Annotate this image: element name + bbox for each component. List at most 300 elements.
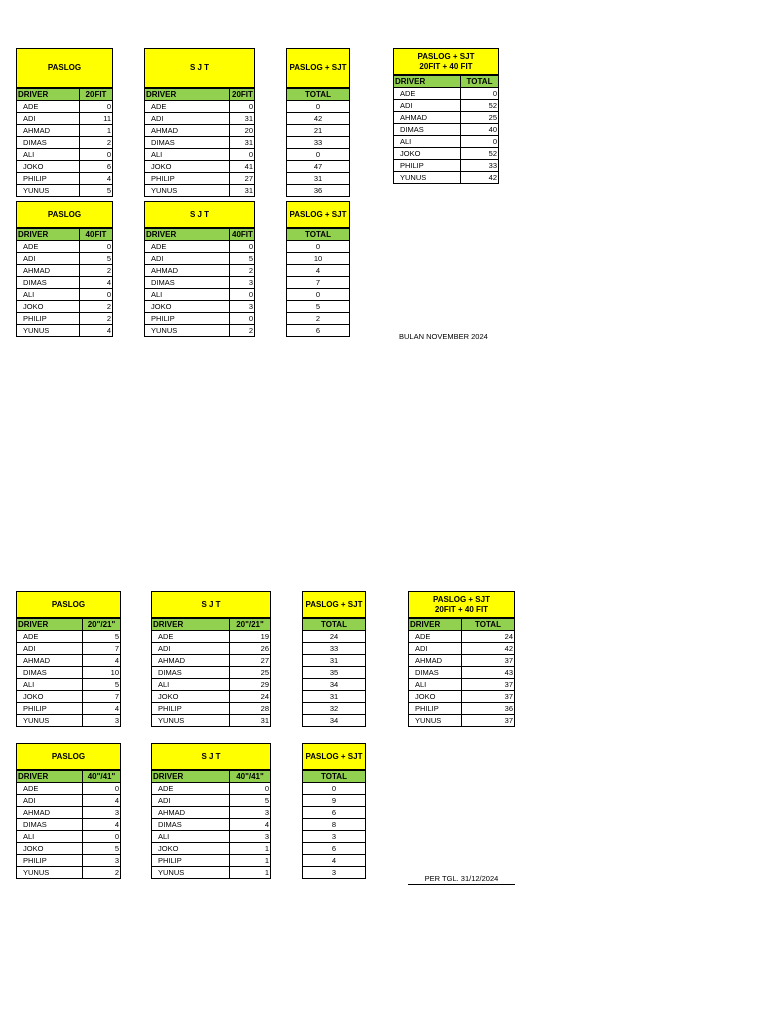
driver-name: YUNUS bbox=[17, 185, 80, 197]
trip-count: 0 bbox=[80, 101, 113, 113]
table-row bbox=[287, 185, 350, 197]
table-row bbox=[287, 277, 350, 289]
table-row bbox=[17, 855, 121, 867]
table-row bbox=[152, 703, 271, 715]
table-row bbox=[17, 185, 113, 197]
trip-count: 4 bbox=[83, 703, 121, 715]
driver-name: PHILIP bbox=[409, 703, 462, 715]
trip-count: 0 bbox=[80, 149, 113, 161]
table-row bbox=[152, 807, 271, 819]
trip-count: 43 bbox=[462, 667, 515, 679]
table-row bbox=[287, 325, 350, 337]
trip-count: 2 bbox=[80, 137, 113, 149]
table-row bbox=[17, 161, 113, 173]
driver-name: DIMAS bbox=[152, 667, 230, 679]
trip-count: 5 bbox=[83, 631, 121, 643]
table-row bbox=[303, 691, 366, 703]
driver-name: ALI bbox=[17, 831, 83, 843]
table-row bbox=[17, 253, 113, 265]
driver-name: DIMAS bbox=[145, 137, 230, 149]
driver-name: DIMAS bbox=[409, 667, 462, 679]
table-title: PASLOG bbox=[16, 201, 113, 228]
table-total-40-41 bbox=[302, 743, 366, 879]
trip-count: 40 bbox=[461, 124, 499, 136]
table-row bbox=[152, 631, 271, 643]
table-row bbox=[152, 819, 271, 831]
table-title: PASLOG + SJT 20FIT + 40 FIT bbox=[393, 48, 499, 75]
driver-name: ALI bbox=[17, 149, 80, 161]
driver-name: ADI bbox=[145, 113, 230, 125]
trip-count: 2 bbox=[83, 867, 121, 879]
total-count: 4 bbox=[287, 265, 350, 277]
driver-name: ADE bbox=[17, 631, 83, 643]
table-row bbox=[145, 173, 255, 185]
column-header-value: TOTAL bbox=[303, 619, 366, 631]
total-count: 8 bbox=[303, 819, 366, 831]
column-header-driver: DRIVER bbox=[17, 229, 80, 241]
trip-count: 26 bbox=[230, 643, 271, 655]
table-row bbox=[303, 643, 366, 655]
driver-name: JOKO bbox=[145, 161, 230, 173]
table-title: S J T bbox=[144, 201, 255, 228]
table-title: PASLOG bbox=[16, 48, 113, 88]
trip-count: 0 bbox=[461, 136, 499, 148]
driver-name: DIMAS bbox=[145, 277, 230, 289]
trip-count: 37 bbox=[462, 679, 515, 691]
table-row bbox=[145, 277, 255, 289]
table-row bbox=[394, 88, 499, 100]
table-row bbox=[303, 843, 366, 855]
trip-count: 11 bbox=[80, 113, 113, 125]
table-title: S J T bbox=[151, 591, 271, 618]
total-count: 2 bbox=[287, 313, 350, 325]
table-row bbox=[152, 643, 271, 655]
driver-name: AHMAD bbox=[145, 125, 230, 137]
trip-count: 5 bbox=[230, 253, 255, 265]
driver-name: ADE bbox=[152, 631, 230, 643]
driver-name: YUNUS bbox=[17, 867, 83, 879]
trip-count: 7 bbox=[83, 691, 121, 703]
table-row bbox=[303, 715, 366, 727]
table-sjt-20-21 bbox=[151, 591, 271, 727]
table-row bbox=[145, 137, 255, 149]
driver-name: AHMAD bbox=[152, 655, 230, 667]
trip-count: 5 bbox=[80, 185, 113, 197]
table-row bbox=[394, 148, 499, 160]
trip-count: 28 bbox=[230, 703, 271, 715]
column-header-driver: DRIVER bbox=[17, 89, 80, 101]
total-count: 36 bbox=[287, 185, 350, 197]
table-row bbox=[152, 855, 271, 867]
trip-count: 4 bbox=[83, 819, 121, 831]
total-count: 24 bbox=[303, 631, 366, 643]
trip-count: 29 bbox=[230, 679, 271, 691]
table-sjt-40fit bbox=[144, 201, 255, 337]
total-count: 4 bbox=[303, 855, 366, 867]
total-count: 10 bbox=[287, 253, 350, 265]
total-count: 21 bbox=[287, 125, 350, 137]
total-count: 31 bbox=[287, 173, 350, 185]
driver-name: AHMAD bbox=[394, 112, 461, 124]
driver-name: ADI bbox=[17, 253, 80, 265]
column-header-driver: DRIVER bbox=[152, 619, 230, 631]
trip-count: 24 bbox=[230, 691, 271, 703]
trip-count: 0 bbox=[230, 783, 271, 795]
driver-name: ADI bbox=[394, 100, 461, 112]
table-row bbox=[17, 655, 121, 667]
table-paslog-20fit bbox=[16, 48, 113, 197]
column-header-value: TOTAL bbox=[303, 771, 366, 783]
table-row bbox=[303, 679, 366, 691]
table-row bbox=[152, 783, 271, 795]
driver-name: ADI bbox=[409, 643, 462, 655]
table-row bbox=[287, 101, 350, 113]
driver-name: ALI bbox=[409, 679, 462, 691]
table-total-20fit bbox=[286, 48, 350, 197]
trip-count: 2 bbox=[230, 265, 255, 277]
table-row bbox=[145, 161, 255, 173]
driver-name: YUNUS bbox=[17, 715, 83, 727]
trip-count: 4 bbox=[230, 819, 271, 831]
table-row bbox=[17, 101, 113, 113]
table-row bbox=[152, 867, 271, 879]
driver-name: DIMAS bbox=[17, 819, 83, 831]
trip-count: 1 bbox=[80, 125, 113, 137]
trip-count: 4 bbox=[83, 655, 121, 667]
table-total-40fit bbox=[286, 201, 350, 337]
table-row bbox=[287, 265, 350, 277]
table-row bbox=[409, 643, 515, 655]
driver-name: JOKO bbox=[394, 148, 461, 160]
table-row bbox=[17, 113, 113, 125]
table-row bbox=[145, 301, 255, 313]
table-row bbox=[303, 819, 366, 831]
table-row bbox=[17, 795, 121, 807]
column-header-value: 40"/41" bbox=[83, 771, 121, 783]
driver-name: JOKO bbox=[17, 161, 80, 173]
table-row bbox=[17, 149, 113, 161]
trip-count: 2 bbox=[80, 313, 113, 325]
trip-count: 3 bbox=[230, 301, 255, 313]
driver-name: AHMAD bbox=[17, 265, 80, 277]
table-row bbox=[17, 643, 121, 655]
table-row bbox=[17, 715, 121, 727]
table-row bbox=[17, 137, 113, 149]
driver-name: PHILIP bbox=[17, 703, 83, 715]
table-row bbox=[409, 691, 515, 703]
table-row bbox=[409, 631, 515, 643]
table-row bbox=[394, 112, 499, 124]
table-row bbox=[152, 679, 271, 691]
table-row bbox=[145, 241, 255, 253]
table-row bbox=[409, 667, 515, 679]
driver-name: ADE bbox=[409, 631, 462, 643]
trip-count: 0 bbox=[80, 289, 113, 301]
table-row bbox=[152, 843, 271, 855]
driver-name: ADI bbox=[152, 795, 230, 807]
column-header-driver: DRIVER bbox=[145, 89, 230, 101]
total-count: 34 bbox=[303, 715, 366, 727]
table-row bbox=[17, 173, 113, 185]
total-count: 7 bbox=[287, 277, 350, 289]
table-sjt-20fit bbox=[144, 48, 255, 197]
driver-name: PHILIP bbox=[17, 173, 80, 185]
table-row bbox=[303, 855, 366, 867]
trip-count: 1 bbox=[230, 843, 271, 855]
table-total-20-40-b bbox=[408, 591, 515, 727]
driver-name: PHILIP bbox=[145, 313, 230, 325]
column-header-driver: DRIVER bbox=[152, 771, 230, 783]
trip-count: 25 bbox=[461, 112, 499, 124]
driver-name: PHILIP bbox=[17, 313, 80, 325]
driver-name: ADI bbox=[17, 643, 83, 655]
driver-name: JOKO bbox=[145, 301, 230, 313]
table-title: PASLOG + SJT bbox=[286, 201, 350, 228]
table-row bbox=[287, 161, 350, 173]
driver-name: ADI bbox=[17, 795, 83, 807]
column-header-value: 20"/21" bbox=[83, 619, 121, 631]
trip-count: 0 bbox=[230, 313, 255, 325]
table-row bbox=[409, 655, 515, 667]
trip-count: 1 bbox=[230, 867, 271, 879]
table-row bbox=[17, 807, 121, 819]
driver-name: ADI bbox=[145, 253, 230, 265]
column-header-driver: DRIVER bbox=[17, 619, 83, 631]
trip-count: 52 bbox=[461, 148, 499, 160]
table-paslog-40fit bbox=[16, 201, 113, 337]
trip-count: 1 bbox=[230, 855, 271, 867]
driver-name: ADI bbox=[152, 643, 230, 655]
trip-count: 42 bbox=[461, 172, 499, 184]
driver-name: ADE bbox=[17, 241, 80, 253]
table-title: PASLOG + SJT bbox=[286, 48, 350, 88]
table-row bbox=[303, 703, 366, 715]
table-row bbox=[303, 783, 366, 795]
trip-count: 0 bbox=[80, 241, 113, 253]
table-row bbox=[17, 241, 113, 253]
table-row bbox=[145, 253, 255, 265]
table-row bbox=[409, 679, 515, 691]
driver-name: ADE bbox=[145, 101, 230, 113]
total-count: 33 bbox=[303, 643, 366, 655]
driver-name: AHMAD bbox=[145, 265, 230, 277]
driver-name: ADE bbox=[17, 101, 80, 113]
column-header-driver: DRIVER bbox=[409, 619, 462, 631]
table-row bbox=[394, 124, 499, 136]
trip-count: 4 bbox=[83, 795, 121, 807]
table-row bbox=[287, 113, 350, 125]
table-row bbox=[17, 125, 113, 137]
trip-count: 37 bbox=[462, 715, 515, 727]
driver-name: JOKO bbox=[152, 691, 230, 703]
table-row bbox=[145, 113, 255, 125]
total-count: 42 bbox=[287, 113, 350, 125]
trip-count: 33 bbox=[461, 160, 499, 172]
table-row bbox=[287, 125, 350, 137]
table-row bbox=[152, 691, 271, 703]
table-row bbox=[17, 691, 121, 703]
driver-name: ALI bbox=[152, 679, 230, 691]
driver-name: ALI bbox=[17, 679, 83, 691]
trip-count: 5 bbox=[83, 679, 121, 691]
total-count: 0 bbox=[287, 241, 350, 253]
trip-count: 0 bbox=[230, 241, 255, 253]
trip-count: 37 bbox=[462, 691, 515, 703]
table-title: PASLOG + SJT 20FIT + 40 FIT bbox=[408, 591, 515, 618]
total-count: 6 bbox=[287, 325, 350, 337]
total-count: 0 bbox=[287, 289, 350, 301]
trip-count: 27 bbox=[230, 173, 255, 185]
driver-name: ADE bbox=[17, 783, 83, 795]
table-row bbox=[152, 667, 271, 679]
column-header-driver: DRIVER bbox=[394, 76, 461, 88]
table-row bbox=[409, 715, 515, 727]
table-row bbox=[145, 265, 255, 277]
table-row bbox=[17, 325, 113, 337]
trip-count: 2 bbox=[80, 265, 113, 277]
trip-count: 3 bbox=[83, 715, 121, 727]
total-count: 47 bbox=[287, 161, 350, 173]
trip-count: 2 bbox=[230, 325, 255, 337]
driver-name: DIMAS bbox=[17, 277, 80, 289]
total-count: 5 bbox=[287, 301, 350, 313]
table-row bbox=[287, 137, 350, 149]
driver-name: JOKO bbox=[17, 843, 83, 855]
driver-name: PHILIP bbox=[17, 855, 83, 867]
table-row bbox=[17, 265, 113, 277]
column-header-value: 20"/21" bbox=[230, 619, 271, 631]
trip-count: 25 bbox=[230, 667, 271, 679]
column-header-value: 40FIT bbox=[230, 229, 255, 241]
table-row bbox=[17, 277, 113, 289]
total-count: 32 bbox=[303, 703, 366, 715]
table-row bbox=[303, 667, 366, 679]
trip-count: 3 bbox=[83, 807, 121, 819]
trip-count: 36 bbox=[462, 703, 515, 715]
trip-count: 19 bbox=[230, 631, 271, 643]
table-row bbox=[17, 631, 121, 643]
trip-count: 0 bbox=[461, 88, 499, 100]
total-count: 6 bbox=[303, 807, 366, 819]
trip-count: 0 bbox=[230, 101, 255, 113]
column-header-value: 20FIT bbox=[230, 89, 255, 101]
trip-count: 52 bbox=[461, 100, 499, 112]
driver-name: JOKO bbox=[17, 691, 83, 703]
table-row bbox=[152, 795, 271, 807]
table-row bbox=[303, 831, 366, 843]
driver-name: ADE bbox=[394, 88, 461, 100]
as-of-note: PER TGL. 31/12/2024 bbox=[408, 874, 515, 885]
driver-name: ALI bbox=[145, 289, 230, 301]
total-count: 31 bbox=[303, 691, 366, 703]
trip-count: 3 bbox=[230, 277, 255, 289]
table-row bbox=[287, 289, 350, 301]
table-row bbox=[287, 149, 350, 161]
trip-count: 5 bbox=[230, 795, 271, 807]
table-sjt-40-41 bbox=[151, 743, 271, 879]
table-row bbox=[17, 843, 121, 855]
table-title: PASLOG + SJT bbox=[302, 591, 366, 618]
trip-count: 0 bbox=[83, 831, 121, 843]
trip-count: 5 bbox=[83, 843, 121, 855]
column-header-value: TOTAL bbox=[287, 89, 350, 101]
trip-count: 6 bbox=[80, 161, 113, 173]
table-row bbox=[17, 703, 121, 715]
driver-name: YUNUS bbox=[17, 325, 80, 337]
table-row bbox=[287, 313, 350, 325]
table-row bbox=[287, 301, 350, 313]
trip-count: 0 bbox=[83, 783, 121, 795]
total-count: 6 bbox=[303, 843, 366, 855]
table-row bbox=[17, 679, 121, 691]
total-count: 31 bbox=[303, 655, 366, 667]
table-title: S J T bbox=[144, 48, 255, 88]
table-row bbox=[145, 289, 255, 301]
trip-count: 24 bbox=[462, 631, 515, 643]
table-row bbox=[394, 100, 499, 112]
table-total-20-21 bbox=[302, 591, 366, 727]
trip-count: 31 bbox=[230, 113, 255, 125]
column-header-value: 40FIT bbox=[80, 229, 113, 241]
table-row bbox=[303, 631, 366, 643]
table-row bbox=[145, 185, 255, 197]
driver-name: PHILIP bbox=[145, 173, 230, 185]
total-count: 35 bbox=[303, 667, 366, 679]
table-row bbox=[303, 807, 366, 819]
driver-name: ADE bbox=[152, 783, 230, 795]
trip-count: 37 bbox=[462, 655, 515, 667]
trip-count: 2 bbox=[80, 301, 113, 313]
total-count: 9 bbox=[303, 795, 366, 807]
table-row bbox=[145, 101, 255, 113]
driver-name: AHMAD bbox=[152, 807, 230, 819]
driver-name: YUNUS bbox=[145, 325, 230, 337]
driver-name: DIMAS bbox=[17, 667, 83, 679]
driver-name: ALI bbox=[17, 289, 80, 301]
trip-count: 3 bbox=[83, 855, 121, 867]
trip-count: 7 bbox=[83, 643, 121, 655]
column-header-value: 20FIT bbox=[80, 89, 113, 101]
driver-name: YUNUS bbox=[394, 172, 461, 184]
column-header-value: TOTAL bbox=[287, 229, 350, 241]
table-title: PASLOG bbox=[16, 743, 121, 770]
table-row bbox=[145, 149, 255, 161]
trip-count: 10 bbox=[83, 667, 121, 679]
trip-count: 42 bbox=[462, 643, 515, 655]
driver-name: PHILIP bbox=[152, 855, 230, 867]
total-count: 3 bbox=[303, 831, 366, 843]
table-row bbox=[394, 160, 499, 172]
driver-name: AHMAD bbox=[17, 655, 83, 667]
column-header-value: 40"/41" bbox=[230, 771, 271, 783]
driver-name: DIMAS bbox=[152, 819, 230, 831]
table-row bbox=[17, 783, 121, 795]
driver-name: DIMAS bbox=[394, 124, 461, 136]
table-row bbox=[287, 253, 350, 265]
trip-count: 5 bbox=[80, 253, 113, 265]
column-header-value: TOTAL bbox=[461, 76, 499, 88]
driver-name: PHILIP bbox=[394, 160, 461, 172]
table-row bbox=[152, 715, 271, 727]
table-paslog-40-41 bbox=[16, 743, 121, 879]
driver-name: PHILIP bbox=[152, 703, 230, 715]
table-row bbox=[17, 667, 121, 679]
table-row bbox=[152, 831, 271, 843]
trip-count: 4 bbox=[80, 277, 113, 289]
total-count: 0 bbox=[303, 783, 366, 795]
driver-name: ADI bbox=[17, 113, 80, 125]
trip-count: 27 bbox=[230, 655, 271, 667]
